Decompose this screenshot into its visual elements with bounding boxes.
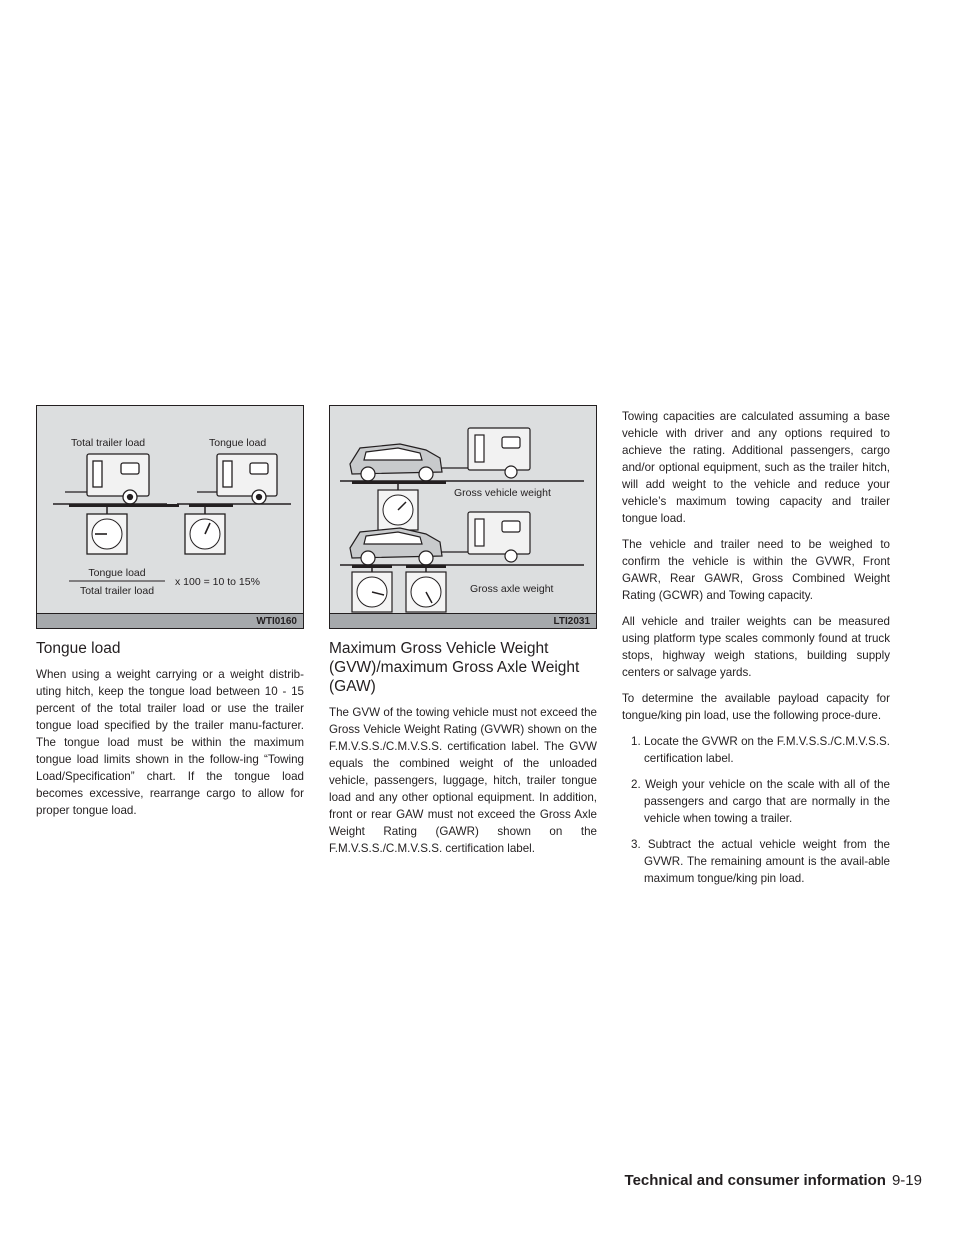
heading-gvw-gaw: Maximum Gross Vehicle Weight (GVW)/maximum Gross Axle Weight (GAW): [329, 640, 580, 695]
suv-top-icon: [350, 444, 442, 481]
scale-dial-gvw-icon: [378, 490, 418, 530]
formula-text: x 100 = 10 to 15%: [175, 576, 260, 588]
column-middle: [329, 405, 597, 866]
gross-weight-illustration: [330, 406, 596, 628]
column-right: [622, 408, 890, 896]
scale-dial-front-axle-icon: [352, 572, 392, 612]
figure-code: LTI2031: [330, 613, 596, 628]
trailer-left-icon: [65, 454, 149, 504]
section-title: Technical and consumer information: [624, 1172, 886, 1189]
scales-paragraph: All vehicle and trailer weights can be measured using platform type scales commonly found at truck stops, highway weigh stations, building supply centers or salvage yards.: [622, 615, 890, 679]
label-total-trailer-load: Total trailer load: [71, 437, 146, 449]
label-tongue-load: Tongue load: [209, 437, 267, 449]
gross-weight-figure: [329, 405, 597, 629]
scale-dial-right-icon: [185, 514, 225, 554]
towing-capacity-paragraph: Towing capacities are calculated assuming a base vehicle with driver and any options required to achieve the rating. Additional passengers, cargo and/or optional equipment, such as the trailer hitch, will add weight to the vehicle and reduce your vehicle’s maximum towing capacity and trailer tongue load.: [622, 410, 890, 525]
procedure-intro-paragraph: To determine the available payload capacity for tongue/king pin load, use the following proce-dure.: [622, 692, 890, 722]
page-footer: [625, 1172, 922, 1189]
fraction-denominator: Total trailer load: [79, 585, 155, 597]
label-gross-vehicle-weight: Gross vehicle weight: [454, 487, 551, 499]
procedure-step: 2. Weigh your vehicle on the scale with all of the passengers and cargo that are normally in the vehicle when towing a trailer.: [631, 778, 890, 825]
fraction-numerator: Tongue load: [88, 567, 146, 579]
figure-code: WTI0160: [37, 613, 303, 628]
tongue-load-illustration: [37, 406, 303, 628]
column-left: [36, 405, 304, 828]
procedure-steps-list: [622, 733, 890, 887]
suv-bottom-icon: [350, 528, 442, 565]
tongue-load-figure: [36, 405, 304, 629]
scale-dial-left-icon: [87, 514, 127, 554]
tongue-load-paragraph: When using a weight carrying or a weight distrib-uting hitch, keep the tongue load between 10 - 15 percent of the total trailer load or use the trailer tongue load specified by the trailer manu-facturer. The tongue load must be within the maximum tongue load limits shown in the follow-ing “Towing Load/Specification” chart. If the tongue load becomes excessive, rearrange cargo to allow for proper tongue load.: [36, 668, 304, 817]
label-gross-axle-weight: Gross axle weight: [470, 583, 554, 595]
trailer-top-icon: [442, 428, 530, 478]
heading-tongue-load: Tongue load: [36, 640, 121, 657]
weigh-paragraph: The vehicle and trailer need to be weighed to confirm the vehicle is within the GVWR, Front GAWR, Rear GAWR, Gross Combined Weight Rating (GCWR) and Towing capacity.: [622, 538, 890, 602]
procedure-step: 1. Locate the GVWR on the F.M.V.S.S./C.M.V.S.S. certification label.: [631, 735, 890, 765]
page-number: 9-19: [891, 1172, 922, 1189]
scale-dial-rear-axle-icon: [406, 572, 446, 612]
procedure-step: 3. Subtract the actual vehicle weight from the GVWR. The remaining amount is the avail-able maximum tongue/king pin load.: [631, 838, 890, 885]
gvw-paragraph: The GVW of the towing vehicle must not exceed the Gross Vehicle Weight Rating (GVWR) shown on the F.M.V.S.S./C.M.V.S.S. certification label. The GVW equals the combined weight of the unloaded vehicle, passengers, luggage, hitch, trailer tongue load and any other optional equipment. In addition, front or rear GAW must not exceed the Gross Axle Weight Rating (GAWR) shown on the F.M.V.S.S./C.M.V.S.S. certification label.: [329, 706, 597, 855]
trailer-bottom-icon: [442, 512, 530, 562]
trailer-right-icon: [197, 454, 277, 504]
scale-platform-left: [69, 504, 179, 507]
